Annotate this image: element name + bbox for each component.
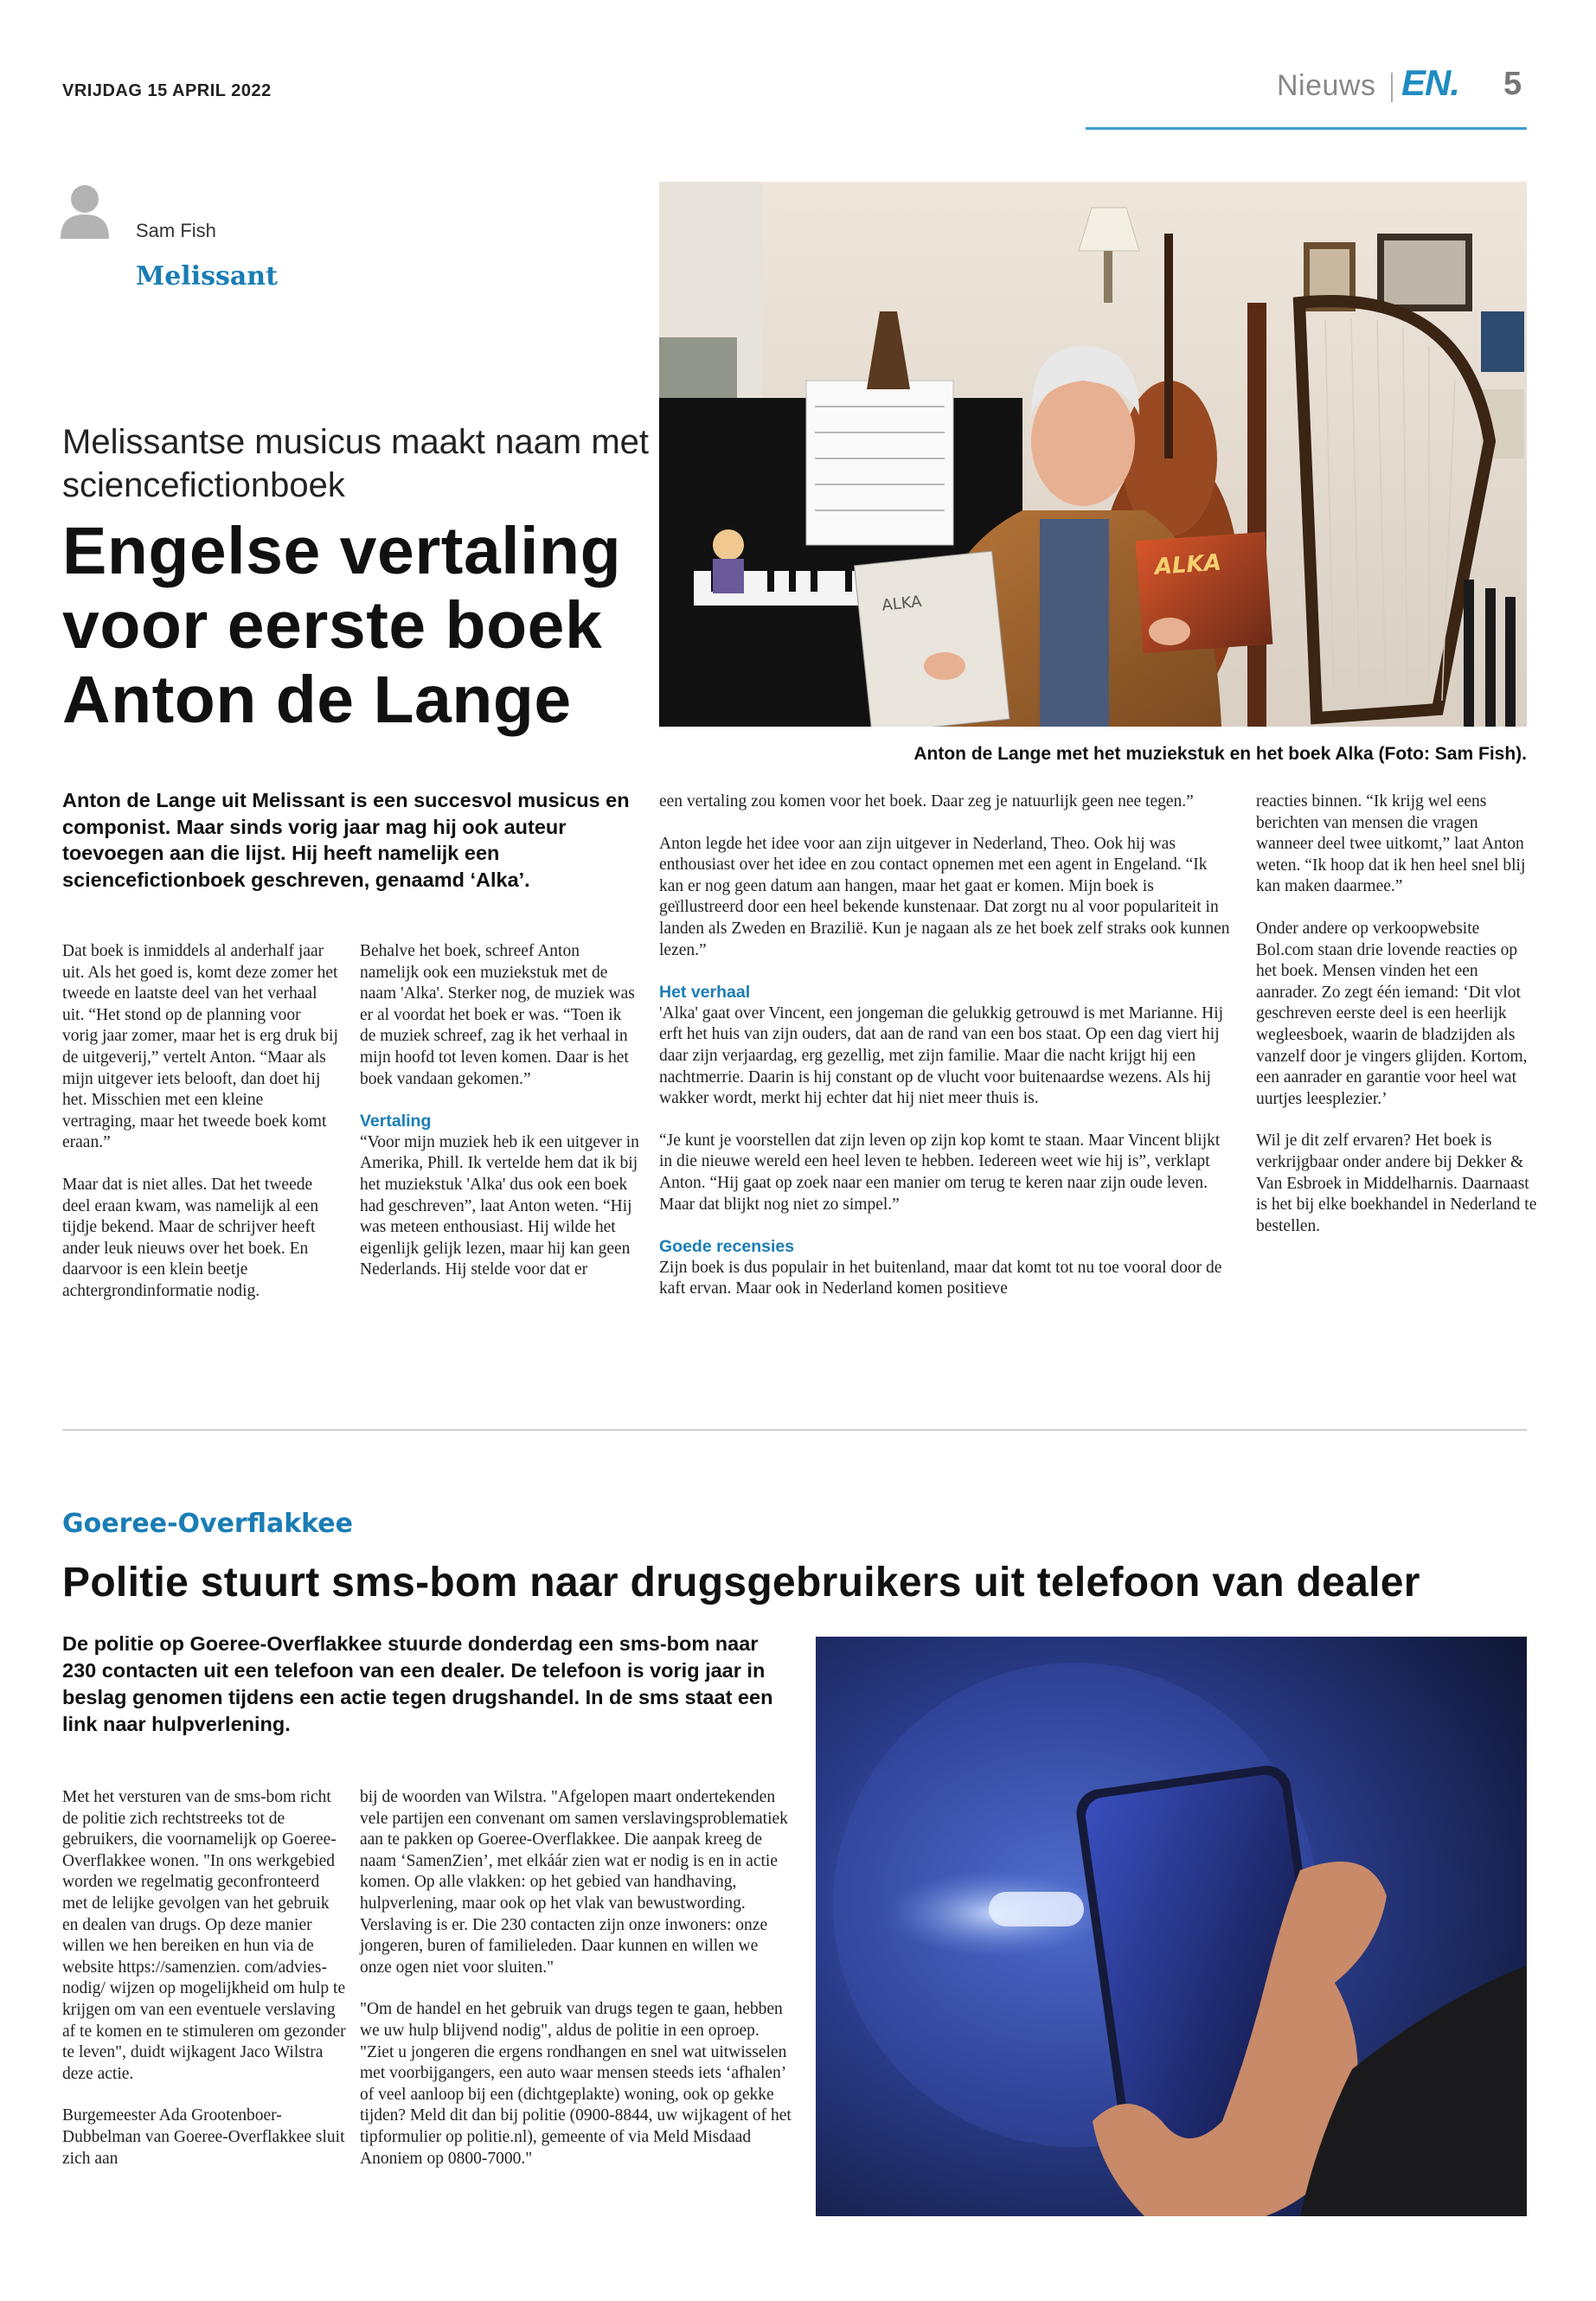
- article2-column-1: [62, 1787, 348, 2190]
- photo-sheet-title: ALKA: [881, 593, 923, 615]
- article-kicker: Melissantse musicus maakt naam met sciencefictionboek: [62, 423, 650, 504]
- paragraph: “Voor mijn muziek heb ik een uitgever in Amerika, Phill. Ik vertelde hem dat ik bij het muziekstuk 'Alka' dus ook een boek had geschreven”, laat Anton weten. “Hij was meteen enthousiast. Hij wilde het eigenlijk gelijk lezen, maar hij kan geen Nederlands. Hij stelde voor dat er: [360, 1132, 639, 1279]
- subheading-vertaling: Vertaling: [360, 1112, 432, 1131]
- paragraph: Burgemeester Ada Grootenboer-Dubbelman van Goeree-Overflakkee sluit zich aan: [62, 2106, 345, 2168]
- paragraph: Maar dat is niet alles. Dat het tweede deel eraan kwam, was namelijk al een tijdje bekend. Maar de schrijver heeft ander leuk nieuws over het boek. En daarvoor is een klein beetje achtergrondinformatie nodig.: [62, 1175, 319, 1300]
- article-divider: [62, 1429, 1527, 1431]
- article2-column-2: [360, 1787, 792, 2190]
- article2-photo: [816, 1637, 1527, 2216]
- newspaper-logo[interactable]: EN.: [1401, 62, 1460, 103]
- section-label[interactable]: Nieuws: [1277, 69, 1376, 102]
- paragraph: reacties binnen. “Ik krijg wel eens berichten van mensen die vragen wanneer deel twee uitkomt,” laat Anton weten. “Ik hoop dat ik hen heel snel blij kan maken daarmee.”: [1256, 792, 1526, 896]
- paragraph: Met het versturen van de sms-bom richt de politie zich rechtstreeks tot de gebruikers, die voornamelijk op Goeree-Overflakkee wonen. "In ons werkgebied worden we regelmatig geconfronteerd met de lelijke gevolgen van het gebruik en dealen van drugs. Op deze manier willen we hen bereiken en hun via de website https://samenzien. com/advies-nodig/ wijzen op mogelijkheid om hulp te krijgen om van een eventuele verslaving af te komen en te stimuleren om gezonder te leven", duidt wijkagent Jaco Wilstra deze actie.: [62, 1788, 346, 2083]
- article-column-3: [659, 792, 1230, 1321]
- photo-phone-illustration: [816, 1637, 1527, 2216]
- article-column-4: [1256, 792, 1537, 1258]
- header-rule: [1086, 127, 1527, 130]
- article-location: Melissant: [136, 261, 278, 292]
- subheading-goede-recensies: Goede recensies: [659, 1237, 795, 1257]
- paragraph: “Je kunt je voorstellen dat zijn leven op zijn kop komt te staan. Maar Vincent blijkt in die nieuwe wereld een heel leven te hebben. Iedereen weet wie hij is”, verklapt Anton. “Hij gaat op zoek naar een manier om terug te keren naar zijn oude leven. Maar dat blijkt nog niet zo simpel.”: [659, 1131, 1221, 1214]
- issue-date: VRIJDAG 15 APRIL 2022: [62, 81, 272, 100]
- paragraph: Wil je dit zelf ervaren? Het boek is verkrijgbaar onder andere bij Dekker & Van Esbroek in Middelharnis. Daarnaast is het bij elke boekhandel in Nederland te bestellen.: [1256, 1131, 1537, 1235]
- article-photo: [659, 182, 1527, 727]
- paragraph: een vertaling zou komen voor het boek. Daar zeg je natuurlijk geen nee tegen.”: [659, 792, 1194, 811]
- author-avatar-icon: [59, 183, 111, 239]
- author-name: Sam Fish: [136, 220, 216, 241]
- paragraph: "Om de handel en het gebruik van drugs tegen te gaan, hebben we uw hulp blijvend nodig", aldus de politie in een oproep. "Ziet u jongeren die ergens rondhangen en snel wat uitwisselen met voorbijgangers, een auto waar mensen steeds iets ‘afhalen’ of veel aanloop bij een (dichtgeplakte) woning, ook op gekke tijden? Meld dit dan bij politie (0900-8844, uw wijkagent of het tipformulier op politie.nl), gemeente of via Meld Misdaad Anoniem op 0800-7000.": [360, 2000, 792, 2168]
- article2-intro: De politie op Goeree-Overflakkee stuurde donderdag een sms-bom naar 230 contacten uit een telefoon van een dealer. De telefoon is vorig jaar in beslag genomen tijdens een actie tegen drugshandel. In de sms staat een link naar hulpverlening.: [62, 1632, 773, 1735]
- article-headline: Engelse vertaling voor eerste boek Anton de Lange: [62, 514, 622, 737]
- article-intro: Anton de Lange uit Melissant is een succesvol musicus en componist. Maar sinds vorig jaar mag hij ook auteur toevoegen aan die lijst. Hij heeft namelijk een sciencefictionboek geschreven, genaamd ‘Alka’.: [62, 789, 630, 891]
- page-number: 5: [1503, 66, 1522, 102]
- photo-musician-illustration: [659, 182, 1527, 727]
- article-column-1: [62, 941, 339, 1324]
- paragraph: Behalve het boek, schreef Anton namelijk ook een muziekstuk met de naam 'Alka'. Sterker nog, de muziek was er al voordat het boek er was. “Toen ik de muziek schreef, zag ik het verhaal in mijn hoofd tot leven komen. Daar is het boek vandaan gekomen.”: [360, 942, 635, 1088]
- article-column-2: [360, 941, 641, 1302]
- paragraph: Onder andere op verkoopwebsite Bol.com staan drie lovende reacties op het boek. Mensen vinden het een aanrader. Zo zegt één iemand: ‘Dit vlot geschreven eerste deel is een heerlijk wegleesboek, waarin de bladzijden als vanzelf door je vingers glijden. Kortom, een aanrader en garantie voor heel wat uurtjes leesplezier.’: [1256, 919, 1528, 1108]
- paragraph: 'Alka' gaat over Vincent, een jongeman die gelukkig getrouwd is met Marianne. Hij erft het huis van zijn ouders, dat aan de rand van een bos staat. Op een dag viert hij daar zijn verjaardag, erg gezellig, met zijn familie. Maar die nacht krijgt hij een nachtmerrie. Daarin is hij constant op de vlucht voor buitenaardse wezens. Als hij wakker wordt, merkt hij echter dat hij niet meer thuis is.: [659, 1003, 1224, 1108]
- paragraph: Dat boek is inmiddels al anderhalf jaar uit. Als het goed is, komt deze zomer het tweede en laatste deel van het verhaal uit. “Het stond op de planning voor vorig jaar zomer, maar het is erg druk bij de uitgeverij,” vertelt Anton. “Maar als mijn uitgever iets belooft, dan doet hij het. Misschien met een kleine vertraging, maar het tweede boek komt eraan.”: [62, 942, 338, 1152]
- photo-book-title: ALKA: [1153, 549, 1222, 580]
- paragraph: bij de woorden van Wilstra. "Afgelopen maart ondertekenden vele partijen een convenant om samen verslavingsproblematiek aan te pakken op Goeree-Overflakkee. Die aanpak kreeg de naam ‘SamenZien’, met elkáár zien wat er nodig is en in actie komen. Op alle vlakken: op het gebied van handhaving, hulpverlening, maar ook op het vlak van bewustwording. Verslaving is er. Die 230 contacten zijn onze inwoners: onze jongeren, buren of familieleden. Daar kunnen en willen we onze ogen niet voor sluiten.": [360, 1788, 788, 1977]
- paragraph: Zijn boek is dus populair in het buitenland, maar dat komt tot nu toe vooral door de kaft ervan. Maar ook in Nederland komen positieve: [659, 1258, 1222, 1298]
- photo-caption: Anton de Lange met het muziekstuk en het boek Alka (Foto: Sam Fish).: [913, 744, 1527, 764]
- article2-location: Goeree-Overflakkee: [62, 1509, 353, 1539]
- header-separator: [1391, 73, 1393, 102]
- paragraph: Anton legde het idee voor aan zijn uitgever in Nederland, Theo. Ook hij was enthousiast over het idee en zou contact opnemen met een agent in Engeland. “Ik kan er nog geen datum aan hangen, maar het gaat er komen. Mijn boek is geïllustreerd door een heel bekende kunstenaar. Dat zorgt nu al voor populariteit in landen als Zweden en Brazilië. Kun je nagaan als ze het boek zelf straks ook kunnen lezen.”: [659, 834, 1230, 959]
- article2-headline: Politie stuurt sms-bom naar drugsgebruikers uit telefoon van dealer: [62, 1560, 1420, 1606]
- subheading-het-verhaal: Het verhaal: [659, 983, 751, 1003]
